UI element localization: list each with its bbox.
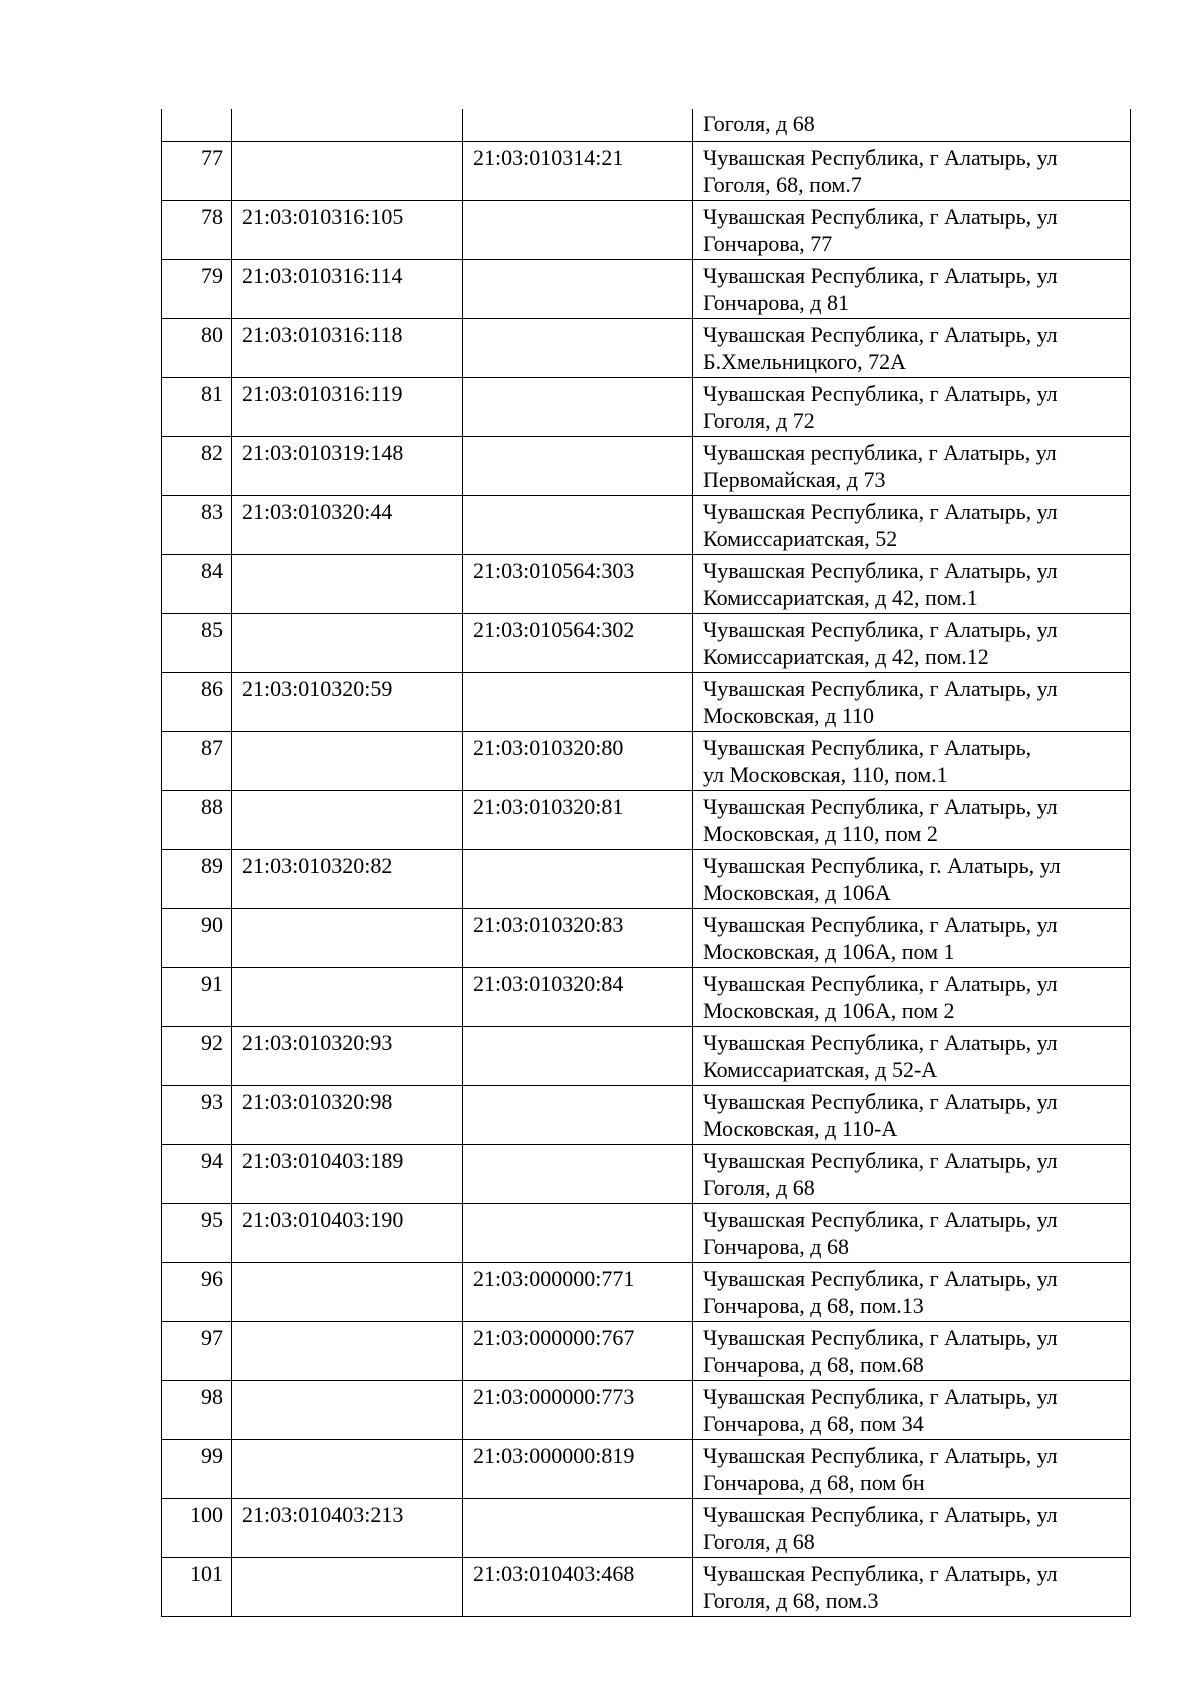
address-line: Чувашская Республика, г Алатырь, ул bbox=[703, 675, 1058, 701]
row-number-cell: 99 bbox=[162, 1439, 232, 1498]
building-cadastral-cell bbox=[463, 1085, 693, 1144]
table-row bbox=[162, 1026, 1131, 1085]
address-line: Гончарова, 77 bbox=[703, 230, 833, 256]
land-plot-cadastral-cell: 21:03:010320:98 bbox=[232, 1085, 463, 1144]
row-number-cell: 89 bbox=[162, 849, 232, 908]
address-line: Московская, д 106А, пом 1 bbox=[703, 938, 955, 964]
land-plot-cadastral-cell bbox=[232, 731, 463, 790]
address-cell bbox=[693, 1144, 1131, 1203]
building-cadastral-cell: 21:03:010320:84 bbox=[463, 967, 693, 1026]
address-cell bbox=[693, 731, 1131, 790]
address-cell bbox=[693, 109, 1131, 141]
row-number-cell: 77 bbox=[162, 141, 232, 200]
row-number-cell: 78 bbox=[162, 200, 232, 259]
row-number-cell bbox=[162, 109, 232, 141]
land-plot-cadastral-cell: 21:03:010319:148 bbox=[232, 436, 463, 495]
row-number-cell: 87 bbox=[162, 731, 232, 790]
address-cell bbox=[693, 200, 1131, 259]
address-line: Чувашская Республика, г Алатырь, ул bbox=[703, 911, 1058, 937]
address-cell bbox=[693, 1557, 1131, 1616]
building-cadastral-cell: 21:03:010320:80 bbox=[463, 731, 693, 790]
building-cadastral-cell: 21:03:000000:773 bbox=[463, 1380, 693, 1439]
land-plot-cadastral-cell bbox=[232, 1321, 463, 1380]
row-number-cell: 100 bbox=[162, 1498, 232, 1557]
table-row bbox=[162, 318, 1131, 377]
building-cadastral-cell: 21:03:010320:83 bbox=[463, 908, 693, 967]
address-line: Комиссариатская, д 52-А bbox=[703, 1056, 938, 1082]
row-number-cell: 82 bbox=[162, 436, 232, 495]
table-row bbox=[162, 141, 1131, 200]
land-plot-cadastral-cell: 21:03:010403:190 bbox=[232, 1203, 463, 1262]
land-plot-cadastral-cell: 21:03:010316:118 bbox=[232, 318, 463, 377]
table-row bbox=[162, 1380, 1131, 1439]
row-number-cell: 98 bbox=[162, 1380, 232, 1439]
row-number-cell: 97 bbox=[162, 1321, 232, 1380]
table-row bbox=[162, 259, 1131, 318]
row-number-cell: 90 bbox=[162, 908, 232, 967]
address-line: Московская, д 106А bbox=[703, 879, 891, 905]
address-line: Московская, д 110-А bbox=[703, 1115, 898, 1141]
address-line: Гончарова, д 68, пом.68 bbox=[703, 1351, 924, 1377]
address-cell bbox=[693, 1321, 1131, 1380]
address-cell bbox=[693, 613, 1131, 672]
building-cadastral-cell bbox=[463, 377, 693, 436]
row-number-cell: 96 bbox=[162, 1262, 232, 1321]
land-plot-cadastral-cell bbox=[232, 1380, 463, 1439]
address-line: Чувашская Республика, г Алатырь, bbox=[703, 734, 1032, 760]
table-row bbox=[162, 672, 1131, 731]
land-plot-cadastral-cell: 21:03:010403:213 bbox=[232, 1498, 463, 1557]
table-row bbox=[162, 731, 1131, 790]
address-cell bbox=[693, 1439, 1131, 1498]
address-cell bbox=[693, 259, 1131, 318]
building-cadastral-cell bbox=[463, 849, 693, 908]
building-cadastral-cell: 21:03:010564:303 bbox=[463, 554, 693, 613]
table-row bbox=[162, 1321, 1131, 1380]
address-cell bbox=[693, 554, 1131, 613]
address-line: Гончарова, д 81 bbox=[703, 289, 849, 315]
land-plot-cadastral-cell bbox=[232, 554, 463, 613]
address-line: Чувашская Республика, г Алатырь, ул bbox=[703, 1501, 1058, 1527]
address-line: Гоголя, д 68 bbox=[703, 111, 815, 136]
address-cell bbox=[693, 1085, 1131, 1144]
table-row bbox=[162, 1262, 1131, 1321]
building-cadastral-cell bbox=[463, 1026, 693, 1085]
row-number-cell: 79 bbox=[162, 259, 232, 318]
address-line: Гончарова, д 68, пом бн bbox=[703, 1469, 925, 1495]
row-number-cell: 95 bbox=[162, 1203, 232, 1262]
building-cadastral-cell: 21:03:000000:767 bbox=[463, 1321, 693, 1380]
address-cell bbox=[693, 908, 1131, 967]
table-row bbox=[162, 1557, 1131, 1616]
address-line: Чувашская Республика, г Алатырь, ул bbox=[703, 321, 1058, 347]
building-cadastral-cell bbox=[463, 109, 693, 141]
table-row bbox=[162, 849, 1131, 908]
building-cadastral-cell bbox=[463, 1498, 693, 1557]
address-line: Гоголя, д 72 bbox=[703, 407, 815, 433]
land-plot-cadastral-cell bbox=[232, 1262, 463, 1321]
address-line: Чувашская Республика, г Алатырь, ул bbox=[703, 380, 1058, 406]
address-line: Первомайская, д 73 bbox=[703, 466, 886, 492]
address-cell bbox=[693, 672, 1131, 731]
building-cadastral-cell bbox=[463, 436, 693, 495]
row-number-cell: 84 bbox=[162, 554, 232, 613]
address-line: Чувашская Республика, г Алатырь, ул bbox=[703, 203, 1058, 229]
land-plot-cadastral-cell bbox=[232, 967, 463, 1026]
address-line: Чувашская республика, г Алатырь, ул bbox=[703, 439, 1057, 465]
table-row bbox=[162, 1203, 1131, 1262]
address-cell bbox=[693, 1203, 1131, 1262]
address-line: Гончарова, д 68, пом.13 bbox=[703, 1292, 924, 1318]
address-line: Московская, д 110, пом 2 bbox=[703, 820, 938, 846]
table-row bbox=[162, 1144, 1131, 1203]
building-cadastral-cell bbox=[463, 1144, 693, 1203]
address-cell bbox=[693, 377, 1131, 436]
building-cadastral-cell: 21:03:000000:819 bbox=[463, 1439, 693, 1498]
address-line: Чувашская Республика, г Алатырь, ул bbox=[703, 1147, 1058, 1173]
land-plot-cadastral-cell: 21:03:010403:189 bbox=[232, 1144, 463, 1203]
property-table bbox=[161, 109, 1131, 1617]
address-cell bbox=[693, 1498, 1131, 1557]
building-cadastral-cell: 21:03:010314:21 bbox=[463, 141, 693, 200]
address-cell bbox=[693, 1262, 1131, 1321]
row-number-cell: 94 bbox=[162, 1144, 232, 1203]
land-plot-cadastral-cell: 21:03:010320:93 bbox=[232, 1026, 463, 1085]
building-cadastral-cell bbox=[463, 672, 693, 731]
address-line: Чувашская Республика, г Алатырь, ул bbox=[703, 1560, 1058, 1586]
address-line: Чувашская Республика, г Алатырь, ул bbox=[703, 1029, 1058, 1055]
land-plot-cadastral-cell bbox=[232, 141, 463, 200]
address-cell bbox=[693, 141, 1131, 200]
row-number-cell: 83 bbox=[162, 495, 232, 554]
address-line: Чувашская Республика, г Алатырь, ул bbox=[703, 970, 1058, 996]
address-line: Б.Хмельницкого, 72А bbox=[703, 348, 906, 374]
address-line: Чувашская Республика, г Алатырь, ул bbox=[703, 793, 1058, 819]
address-cell bbox=[693, 1026, 1131, 1085]
address-line: Чувашская Республика, г Алатырь, ул bbox=[703, 1206, 1058, 1232]
address-line: Чувашская Республика, г Алатырь, ул bbox=[703, 1383, 1058, 1409]
address-line: Чувашская Республика, г Алатырь, ул bbox=[703, 1324, 1058, 1350]
land-plot-cadastral-cell: 21:03:010320:44 bbox=[232, 495, 463, 554]
table-row bbox=[162, 377, 1131, 436]
address-line: Чувашская Республика, г. Алатырь, ул bbox=[703, 852, 1061, 878]
address-line: Московская, д 106А, пом 2 bbox=[703, 997, 955, 1023]
table-row bbox=[162, 554, 1131, 613]
building-cadastral-cell bbox=[463, 200, 693, 259]
row-number-cell: 101 bbox=[162, 1557, 232, 1616]
land-plot-cadastral-cell bbox=[232, 790, 463, 849]
land-plot-cadastral-cell: 21:03:010316:114 bbox=[232, 259, 463, 318]
address-line: Чувашская Республика, г Алатырь, ул bbox=[703, 616, 1058, 642]
table-row bbox=[162, 495, 1131, 554]
building-cadastral-cell: 21:03:010564:302 bbox=[463, 613, 693, 672]
table-row bbox=[162, 967, 1131, 1026]
row-number-cell: 93 bbox=[162, 1085, 232, 1144]
address-line: ул Московская, 110, пом.1 bbox=[703, 761, 948, 787]
address-line: Гончарова, д 68 bbox=[703, 1233, 849, 1259]
address-line: Чувашская Республика, г Алатырь, ул bbox=[703, 1088, 1058, 1114]
land-plot-cadastral-cell: 21:03:010316:105 bbox=[232, 200, 463, 259]
building-cadastral-cell bbox=[463, 1203, 693, 1262]
row-number-cell: 81 bbox=[162, 377, 232, 436]
building-cadastral-cell: 21:03:010403:468 bbox=[463, 1557, 693, 1616]
land-plot-cadastral-cell: 21:03:010320:59 bbox=[232, 672, 463, 731]
building-cadastral-cell bbox=[463, 259, 693, 318]
address-line: Гоголя, д 68, пом.3 bbox=[703, 1587, 879, 1613]
table-row bbox=[162, 908, 1131, 967]
address-line: Чувашская Республика, г Алатырь, ул bbox=[703, 262, 1058, 288]
address-line: Гоголя, д 68 bbox=[703, 1528, 815, 1554]
land-plot-cadastral-cell bbox=[232, 1439, 463, 1498]
address-line: Гоголя, 68, пом.7 bbox=[703, 171, 862, 197]
address-line: Чувашская Республика, г Алатырь, ул bbox=[703, 557, 1058, 583]
row-number-cell: 88 bbox=[162, 790, 232, 849]
land-plot-cadastral-cell: 21:03:010320:82 bbox=[232, 849, 463, 908]
table-row bbox=[162, 790, 1131, 849]
address-line: Чувашская Республика, г Алатырь, ул bbox=[703, 1265, 1058, 1291]
building-cadastral-cell: 21:03:010320:81 bbox=[463, 790, 693, 849]
table-row bbox=[162, 613, 1131, 672]
row-number-cell: 86 bbox=[162, 672, 232, 731]
address-line: Гончарова, д 68, пом 34 bbox=[703, 1410, 924, 1436]
building-cadastral-cell bbox=[463, 318, 693, 377]
address-line: Московская, д 110 bbox=[703, 702, 875, 728]
address-cell bbox=[693, 849, 1131, 908]
table-row bbox=[162, 1439, 1131, 1498]
address-cell bbox=[693, 318, 1131, 377]
address-cell bbox=[693, 495, 1131, 554]
address-line: Комиссариатская, 52 bbox=[703, 525, 898, 551]
address-line: Гоголя, д 68 bbox=[703, 1174, 815, 1200]
land-plot-cadastral-cell bbox=[232, 109, 463, 141]
property-table-body bbox=[162, 109, 1131, 1616]
row-number-cell: 80 bbox=[162, 318, 232, 377]
land-plot-cadastral-cell bbox=[232, 908, 463, 967]
land-plot-cadastral-cell bbox=[232, 613, 463, 672]
building-cadastral-cell bbox=[463, 495, 693, 554]
address-line: Чувашская Республика, г Алатырь, ул bbox=[703, 498, 1058, 524]
land-plot-cadastral-cell bbox=[232, 1557, 463, 1616]
address-cell bbox=[693, 436, 1131, 495]
row-number-cell: 91 bbox=[162, 967, 232, 1026]
address-line: Комиссариатская, д 42, пом.1 bbox=[703, 584, 978, 610]
table-row-continuation bbox=[162, 109, 1131, 141]
table-row bbox=[162, 436, 1131, 495]
address-cell bbox=[693, 790, 1131, 849]
address-line: Комиссариатская, д 42, пом.12 bbox=[703, 643, 989, 669]
land-plot-cadastral-cell: 21:03:010316:119 bbox=[232, 377, 463, 436]
address-line: Чувашская Республика, г Алатырь, ул bbox=[703, 1442, 1058, 1468]
address-cell bbox=[693, 1380, 1131, 1439]
row-number-cell: 85 bbox=[162, 613, 232, 672]
table-row bbox=[162, 200, 1131, 259]
table-row bbox=[162, 1498, 1131, 1557]
address-line: Чувашская Республика, г Алатырь, ул bbox=[703, 144, 1058, 170]
table-row bbox=[162, 1085, 1131, 1144]
address-cell bbox=[693, 967, 1131, 1026]
building-cadastral-cell: 21:03:000000:771 bbox=[463, 1262, 693, 1321]
row-number-cell: 92 bbox=[162, 1026, 232, 1085]
